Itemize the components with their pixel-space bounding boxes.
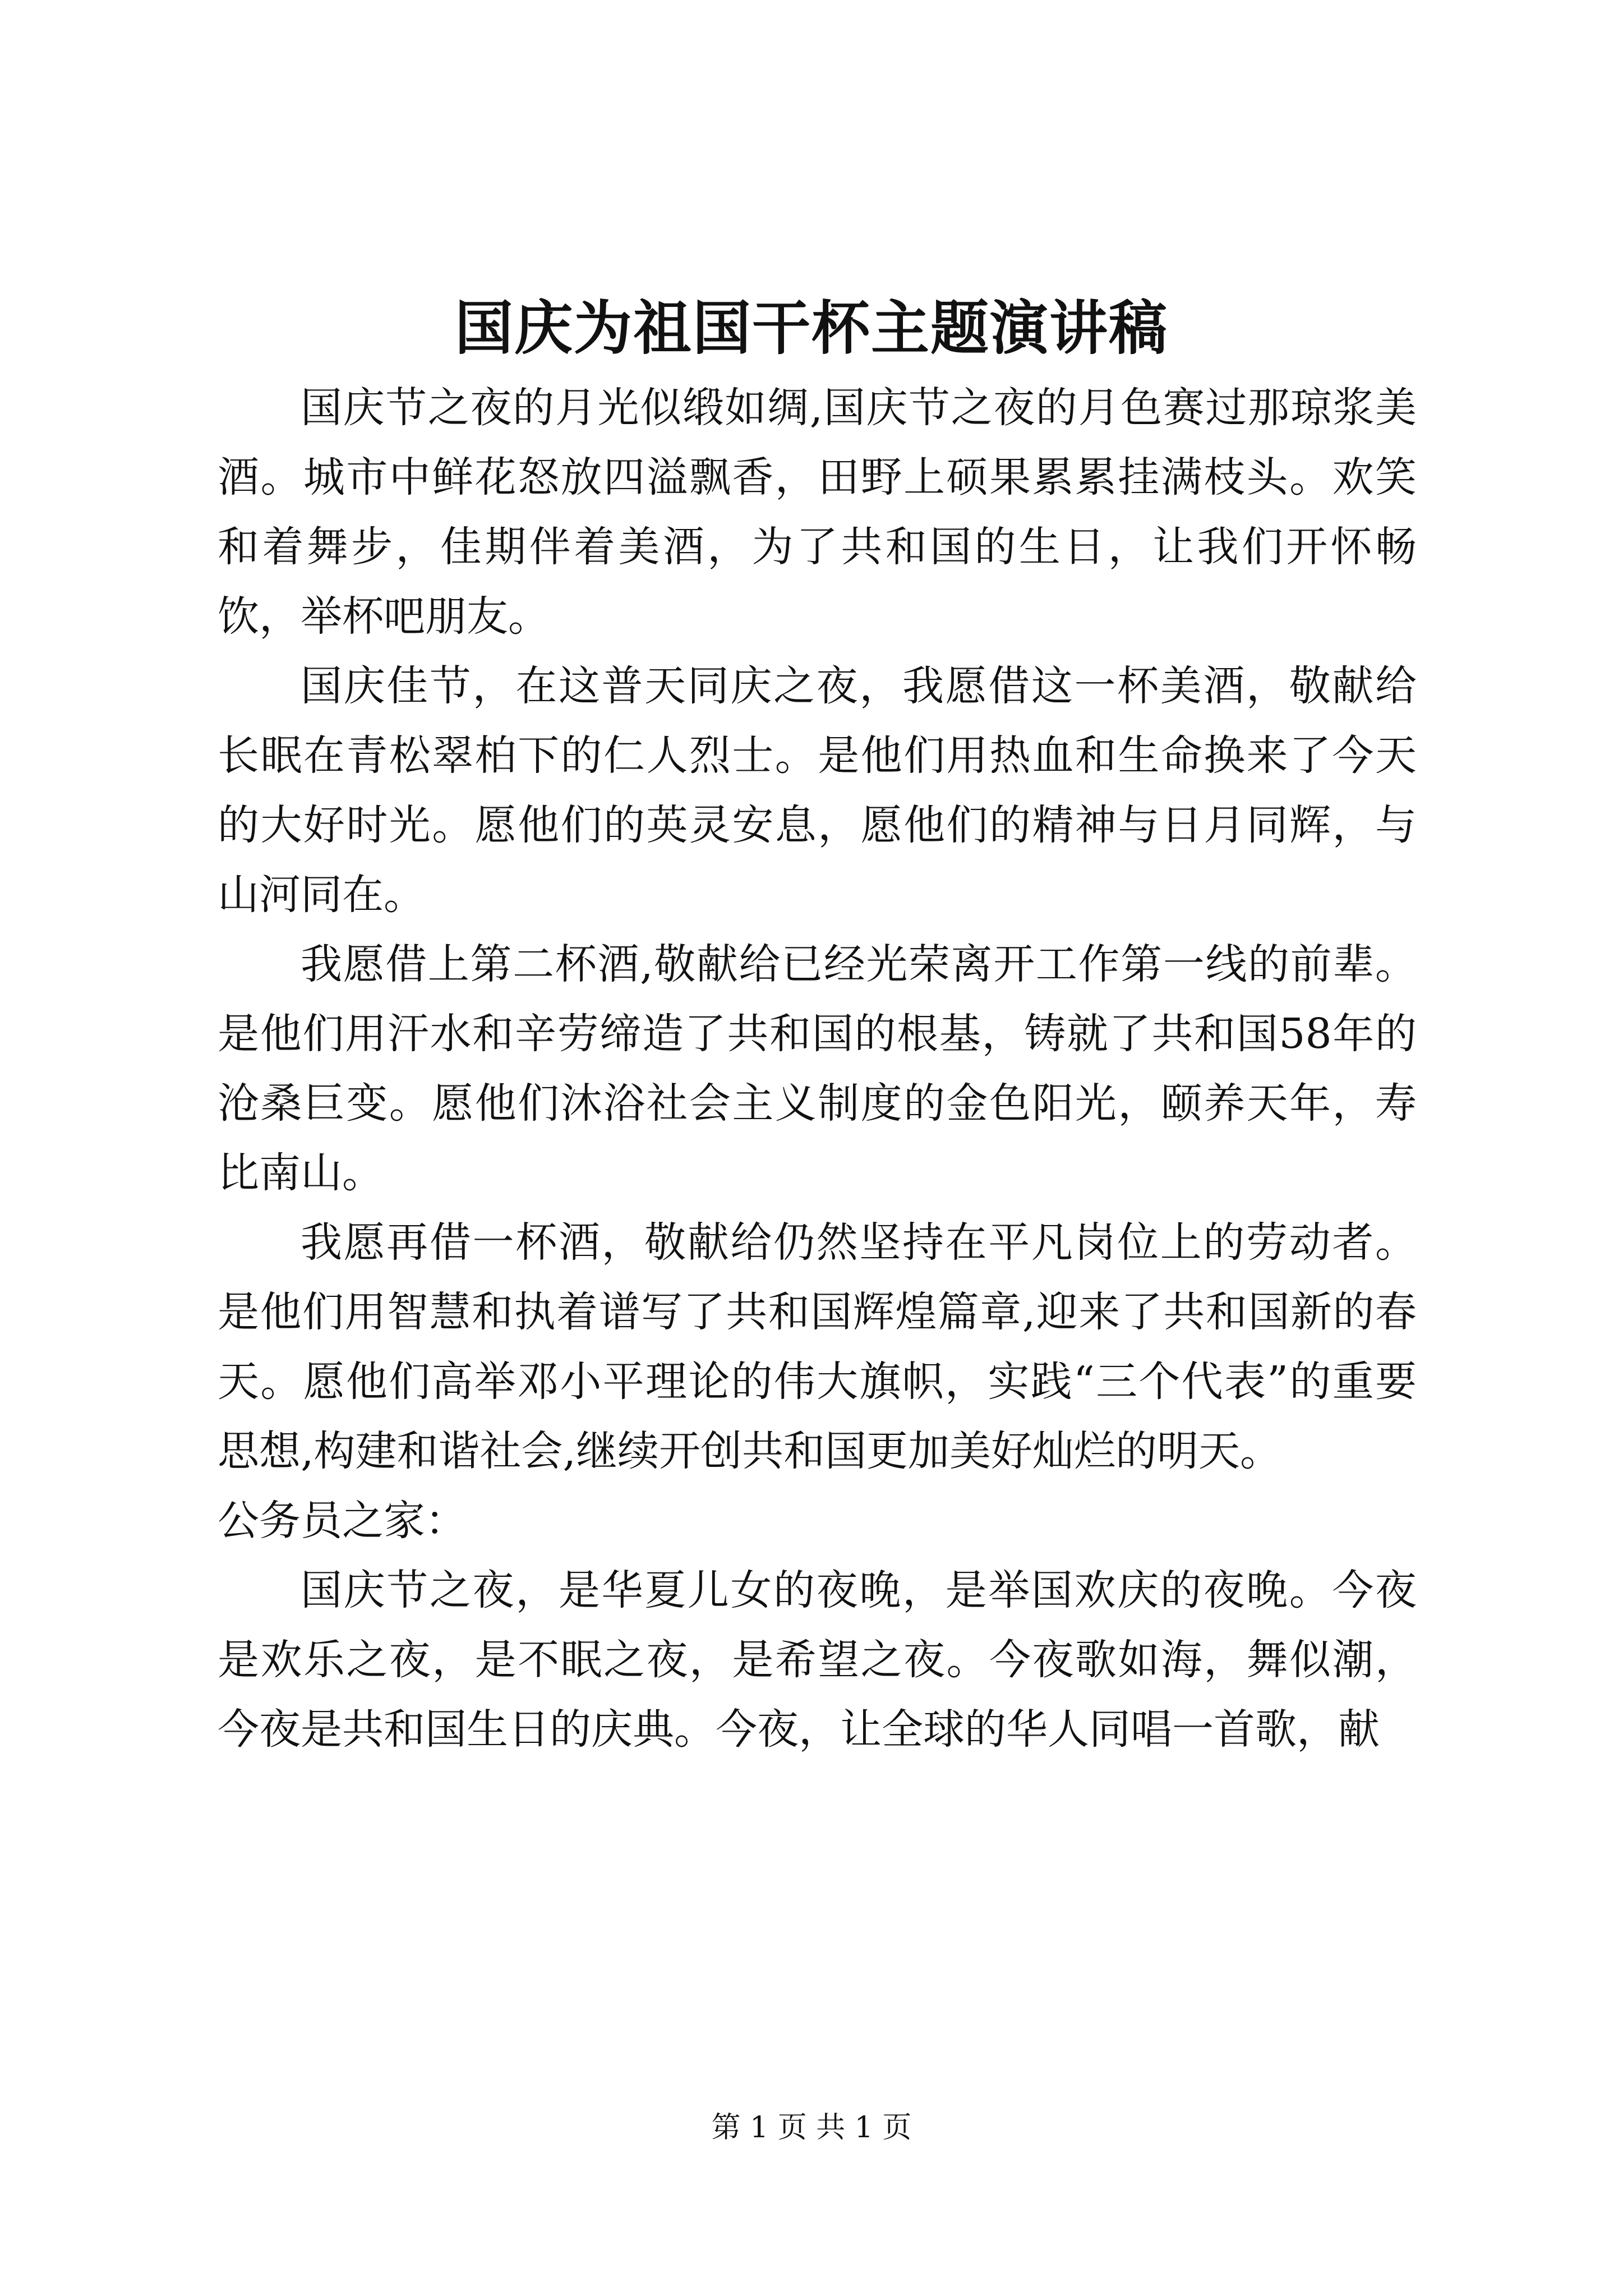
paragraph-4: 我愿再借一杯酒，敬献给仍然坚持在平凡岗位上的劳动者。是他们用智慧和执着谱写了共和国辉煌篇章,迎来了共和国新的春天。愿他们高举邓小平理论的伟大旗帜，实践“三个代表”的重要思想,构建和谐社会,继续开创共和国更加美好灿烂的明天。: [218, 1218, 1417, 1475]
paragraph-3: 我愿借上第二杯酒,敬献给已经光荣离开工作第一线的前辈。是他们用汗水和辛劳缔造了共和国的根基，铸就了共和国58年的沧桑巨变。愿他们沐浴社会主义制度的金色阳光，颐养天年，寿比南山。: [218, 940, 1417, 1197]
paragraph-5: 公务员之家：: [218, 1497, 467, 1545]
paragraph-1: 国庆节之夜的月光似缎如绸,国庆节之夜的月色赛过那琼浆美酒。城市中鲜花怒放四溢飘香，田野上硕果累累挂满枝头。欢笑和着舞步，佳期伴着美酒，为了共和国的生日，让我们开怀畅饮，举杯吧朋友。: [218, 384, 1417, 641]
page-number-footer: 第 1 页 共 1 页: [711, 2111, 912, 2145]
paragraph-2: 国庆佳节，在这普天同庆之夜，我愿借这一杯美酒，敬献给长眠在青松翠柏下的仁人烈士。是他们用热血和生命换来了今天的大好时光。愿他们的英灵安息，愿他们的精神与日月同辉，与山河同在。: [218, 662, 1417, 919]
document-body: [218, 373, 1417, 1764]
document-title: 国庆为祖国干杯主题演讲稿: [454, 293, 1168, 362]
paragraph-6: 国庆节之夜，是华夏儿女的夜晚，是举国欢庆的夜晚。今夜是欢乐之夜，是不眠之夜，是希望之夜。今夜歌如海，舞似潮，今夜是共和国生日的庆典。今夜，让全球的华人同唱一首歌，献: [218, 1566, 1417, 1754]
